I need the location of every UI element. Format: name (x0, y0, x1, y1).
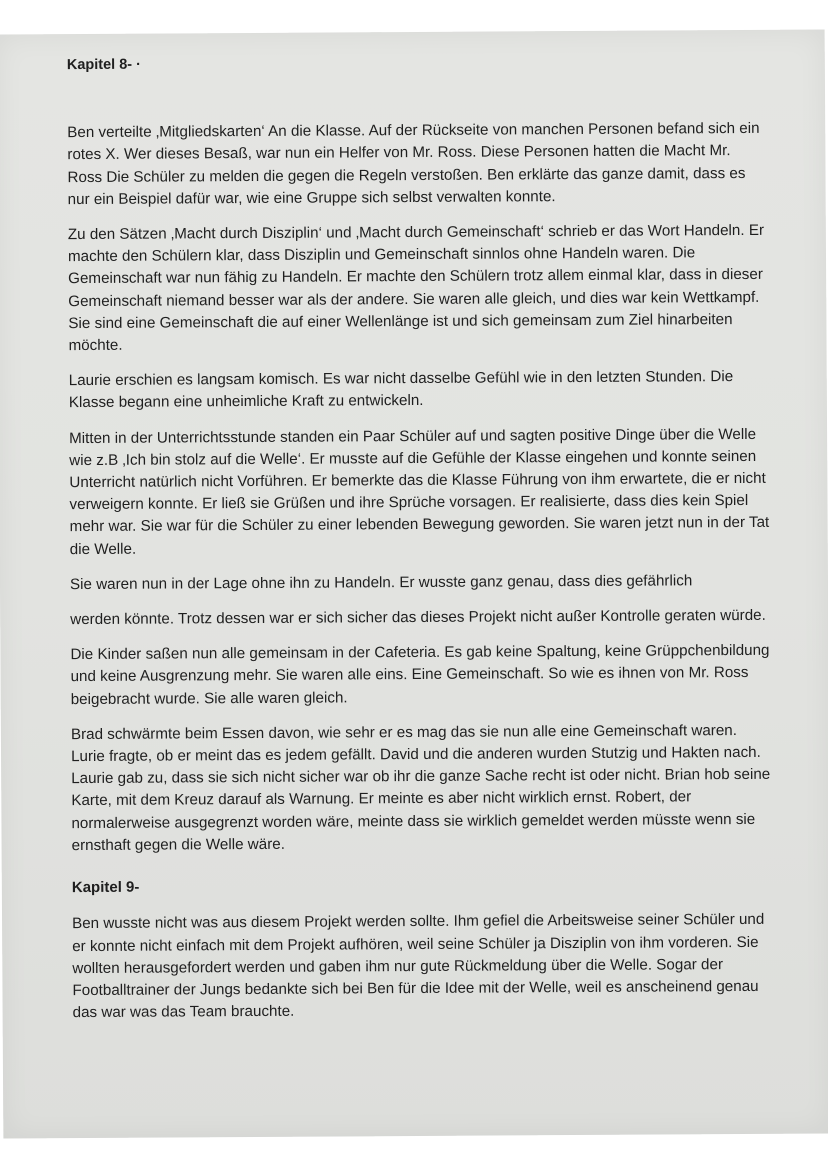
paragraph: Brad schwärmte beim Essen davon, wie sehr er es mag das sie nun alle eine Gemeinschaft waren. Lurie fragte, ob er meint das es jedem gefällt. David und die anderen wurden Stutzig und Hakten nach. Laurie gab zu, dass sie sich nicht sicher war ob ihr die ganze Sache recht ist oder nicht. Brian hob seine Karte, mit dem Kreuz darauf als Warnung. Er meinte es aber nicht wirklich ernst. Robert, der normalerweise ausgegrenzt worden wäre, meinte dass sie wirklich gemeldet werden müsste wenn sie ernsthaft gegen die Welle wäre. (70, 721, 771, 854)
paragraph: Ben wusste nicht was aus diesem Projekt werden sollte. Ihm gefiel die Arbeitsweise seiner Schüler und er konnte nicht einfach mit dem Projekt aufhören, weil seine Schüler ja Disziplin von ihm vorderen. Sie wollten herausgefordert werden und gaben ihm nur gute Rückmeldung über die Welle. Sogar der Footballtrainer der Jungs bedankte sich bei Ben für die Idee mit der Welle, weil es anscheinend genau das war was das Team brauchte. (72, 911, 765, 1022)
document-page (0, 29, 828, 1138)
paragraph: Zu den Sätzen ‚Macht durch Disziplin‘ und ‚Macht durch Gemeinschaft‘ schrieb er das Wort Handeln. Er machte den Schülern klar, dass Disziplin und Gemeinschaft sinnlos ohne Handeln waren. Die Gemeinschaft war nun fähig zu Handeln. Er machte den Schülern trotz allem einmal klar, dass in dieser Gemeinschaft niemand besser war als der andere. Sie waren alle gleich, und dies war kein Wettkampf. Sie sind eine Gemeinschaft die auf einer Wellenlänge ist und sich gemeinsam zum Ziel hinarbeiten möchte. (67, 221, 765, 355)
chapter-8-heading: Kapitel 8- · (66, 56, 141, 74)
paragraph: Die Kinder saßen nun alle gemeinsam in der Cafeteria. Es gab keine Spaltung, keine Grüppchenbildung und keine Ausgrenzung mehr. Sie waren alle eins. Eine Gemeinschaft. So wie es ihnen von Mr. Ross beigebracht wurde. Sie alle waren gleich. (70, 642, 770, 708)
document-body (67, 50, 773, 1038)
chapter-9-heading: Kapitel 9- (71, 878, 140, 897)
paragraph: Ben verteilte ‚Mitgliedskarten‘ An die Klasse. Auf der Rückseite von manchen Personen befand sich ein rotes X. Wer dieses Besaß, war nun ein Helfer von Mr. Ross. Diese Personen hatten die Macht Mr. Ross Die Schüler zu melden die gegen die Regeln verstoßen. Ben erklärte das ganze damit, dass es nur ein Beispiel dafür war, wie eine Gruppe sich selbst verwalten konnte. (67, 120, 760, 208)
paragraph: werden könnte. Trotz dessen war er sich sicher das dieses Projekt nicht außer Kontrolle geraten würde. (70, 606, 766, 629)
paragraph: Laurie erschien es langsam komisch. Es war nicht dasselbe Gefühl wie in den letzten Stunden. Die Klasse begann eine unheimliche Kraft zu entwickeln. (68, 368, 734, 412)
paragraph: Mitten in der Unterrichtsstunde standen ein Paar Schüler auf und sagten positive Dinge über die Welle wie z.B ‚Ich bin stolz auf die Welle‘. Er musste auf die Gefühle der Klasse eingehen und konnte seinen Unterricht natürlich nicht Vorführen. Er bemerkte das die Klasse Führung von ihm erwartete, die er nicht verweigern konnte. Er ließ sie Grüßen und ihre Sprüche vorsagen. Er realisierte, dass dies kein Spiel mehr war. Sie war für die Schüler zu einer lebenden Bewegung geworden. Sie waren jetzt nun in der Tat die Welle. (69, 425, 770, 558)
paragraph: Sie waren nun in der Lage ohne ihn zu Handeln. Er wusste ganz genau, dass dies gefährlich (69, 572, 693, 593)
